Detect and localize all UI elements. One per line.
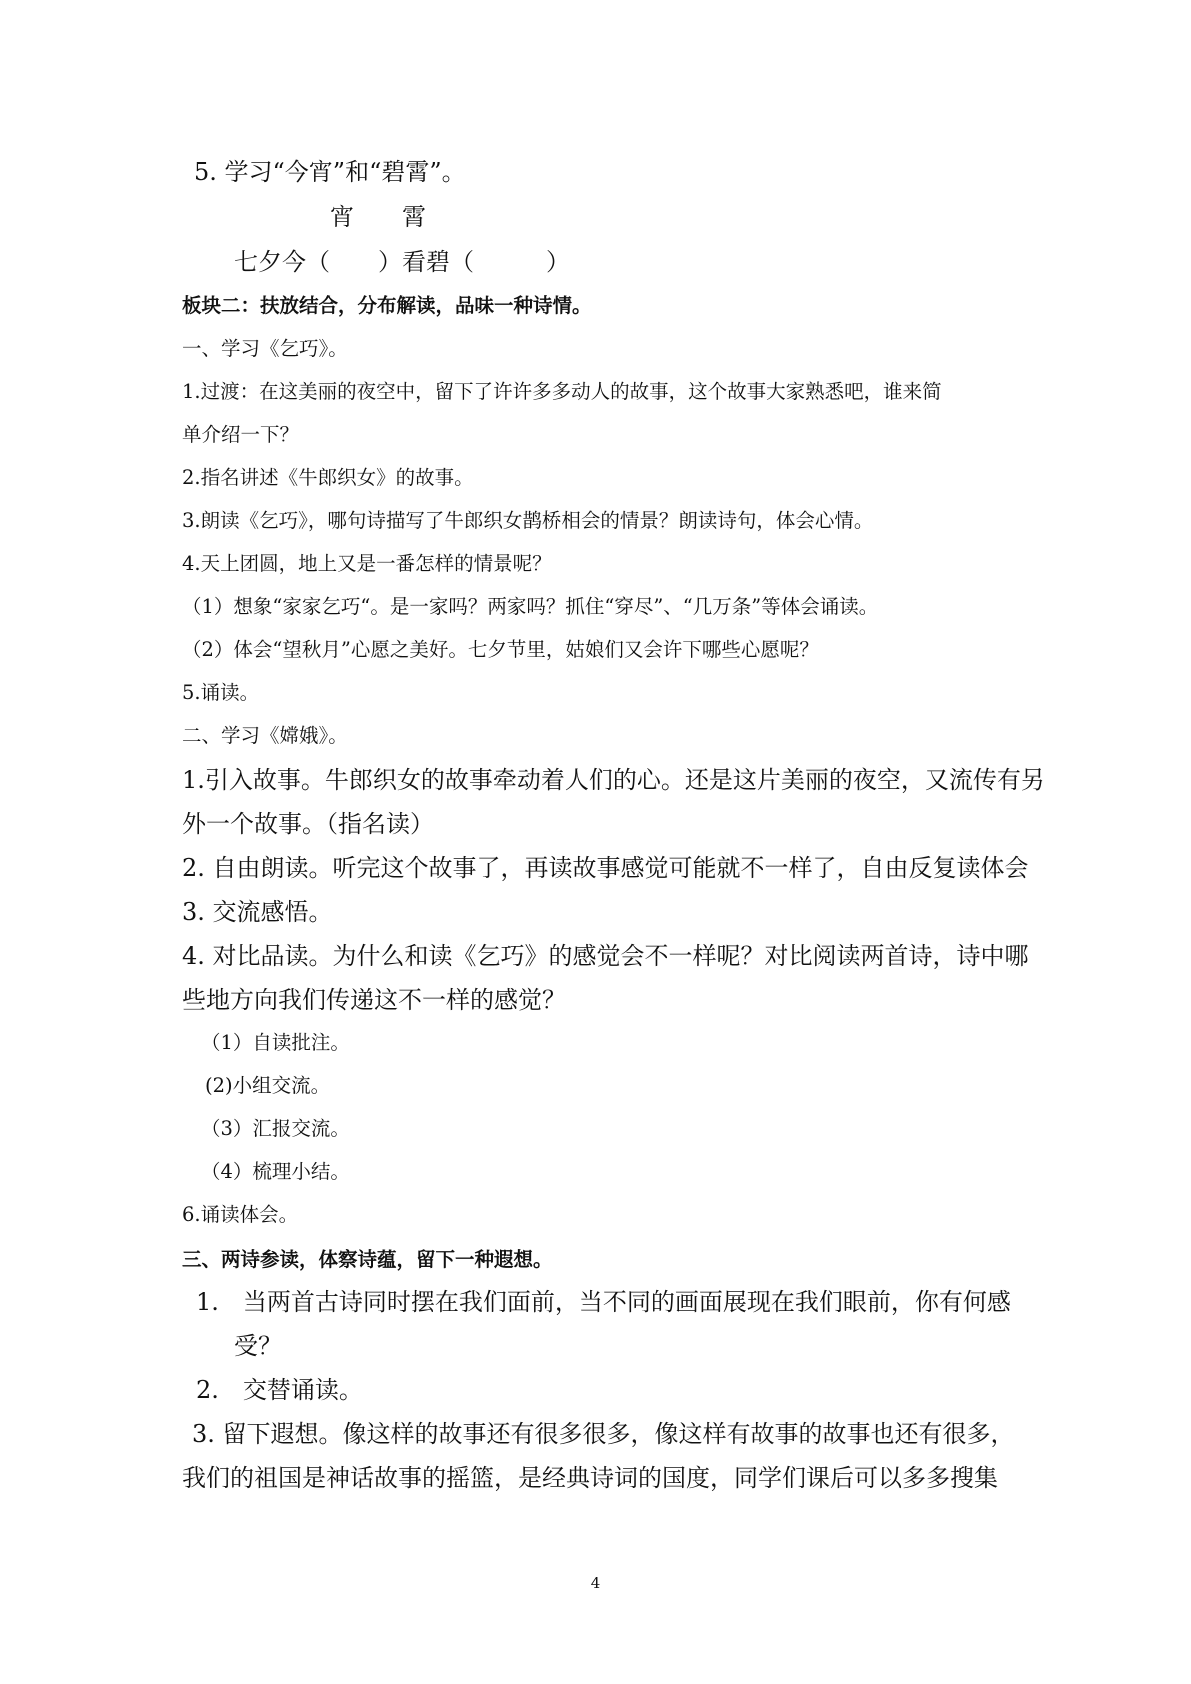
paragraph-line: 单介绍一下？: [182, 423, 300, 446]
paragraph-line: 2. 自由朗读。听完这个故事了，再读故事感觉可能就不一样了，自由反复读体会: [182, 854, 1029, 882]
line-5-study-title: 5. 学习“今宵”和“碧霄”。: [194, 158, 466, 186]
paragraph-line: 些地方向我们传递这不一样的感觉？: [182, 986, 566, 1014]
section-heading-2: 板块二：扶放结合，分布解读，品味一种诗情。: [182, 294, 592, 317]
paragraph-line: 3. 交流感悟。: [182, 898, 333, 926]
paragraph-line: 我们的祖国是神话故事的摇篮，是经典诗词的国度，同学们课后可以多多搜集: [182, 1464, 998, 1492]
paragraph-line: 4. 对比品读。为什么和读《乞巧》的感觉会不一样呢？对比阅读两首诗，诗中哪: [182, 942, 1029, 970]
list-item: (2)小组交流。: [205, 1074, 331, 1097]
paragraph-line: 3. 留下遐想。像这样的故事还有很多很多，像这样有故事的故事也还有很多，: [192, 1420, 1015, 1448]
numbered-item: 1. 当两首古诗同时摆在我们面前，当不同的画面展现在我们眼前，你有何感: [196, 1288, 1011, 1316]
paragraph-line: 6.诵读体会。: [182, 1203, 299, 1226]
subheading-qiqiao: 一、学习《乞巧》。: [182, 337, 348, 360]
paragraph-line: （1）想象“家家乞巧“。是一家吗？两家吗？抓住“穿尽”、“几万条”等体会诵读。: [182, 595, 879, 618]
paragraph-line: 5.诵读。: [182, 681, 260, 704]
paragraph-line: （2）体会“望秋月”心愿之美好。七夕节里，姑娘们又会许下哪些心愿呢？: [182, 638, 819, 661]
paragraph-line: 4.天上团圆，地上又是一番怎样的情景呢？: [182, 552, 552, 575]
section-heading-3: 三、两诗参读，体察诗蕴，留下一种遐想。: [182, 1248, 553, 1271]
list-item: （1）自读批注。: [201, 1031, 350, 1054]
paragraph-line: 1.引入故事。牛郎织女的故事牵动着人们的心。还是这片美丽的夜空，又流传有另: [182, 766, 1045, 794]
paragraph-line: 3.朗读《乞巧》，哪句诗描写了牛郎织女鹊桥相会的情景？朗读诗句，体会心情。: [182, 509, 874, 532]
subheading-change: 二、学习《嫦娥》。: [182, 724, 348, 747]
paragraph-line: 2.指名讲述《牛郎织女》的故事。: [182, 466, 474, 489]
list-item: （3）汇报交流。: [201, 1117, 350, 1140]
list-item: （4）梳理小结。: [201, 1160, 350, 1183]
characters-line: 宵 霄: [330, 203, 426, 231]
page-number: 4: [590, 1574, 601, 1592]
paragraph-line: 外一个故事。（指名读）: [182, 810, 434, 838]
paragraph-line: 1.过渡：在这美丽的夜空中，留下了许许多多动人的故事，这个故事大家熟悉吧，谁来简: [182, 380, 942, 403]
numbered-item-continuation: 受？: [234, 1332, 282, 1360]
fill-blank-line: 七夕今（ ）看碧（ ）: [234, 248, 570, 276]
numbered-item: 2. 交替诵读。: [196, 1376, 363, 1404]
